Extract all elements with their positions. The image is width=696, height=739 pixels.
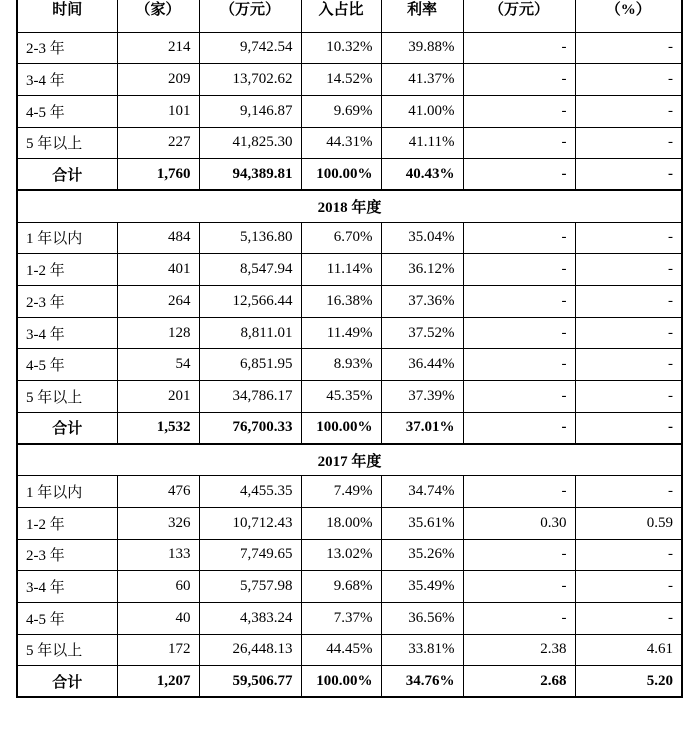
- cell-col6: -: [463, 32, 575, 64]
- cell-col6: -: [463, 127, 575, 159]
- cell-col6: -: [463, 286, 575, 318]
- cell-period: 2-3 年: [17, 539, 117, 571]
- header-amount: （万元）: [199, 0, 301, 32]
- cell-margin: 40.43%: [381, 159, 463, 191]
- cell-share: 7.49%: [301, 476, 381, 508]
- cell-col6: -: [463, 222, 575, 254]
- total-row: [17, 412, 682, 444]
- cell-col7: -: [575, 64, 682, 96]
- cell-margin: 37.01%: [381, 412, 463, 444]
- cell-amount: 5,757.98: [199, 571, 301, 603]
- cell-period: 3-4 年: [17, 571, 117, 603]
- cell-count: 401: [117, 254, 199, 286]
- cell-count: 201: [117, 381, 199, 413]
- year-heading-row: [17, 190, 682, 222]
- cell-col6: -: [463, 64, 575, 96]
- cell-col6: -: [463, 317, 575, 349]
- cell-col7: -: [575, 95, 682, 127]
- cell-count: 214: [117, 32, 199, 64]
- cell-amount: 26,448.13: [199, 634, 301, 666]
- cell-period: 1 年以内: [17, 476, 117, 508]
- cell-share: 44.45%: [301, 634, 381, 666]
- cell-count: 1,760: [117, 159, 199, 191]
- cell-share: 11.49%: [301, 317, 381, 349]
- cell-share: 13.02%: [301, 539, 381, 571]
- header-col7: （%）: [575, 0, 682, 32]
- cell-count: 1,532: [117, 412, 199, 444]
- cell-count: 227: [117, 127, 199, 159]
- cell-margin: 35.26%: [381, 539, 463, 571]
- cell-col6: 0.30: [463, 507, 575, 539]
- table-row: [17, 95, 682, 127]
- header-share: 入占比: [301, 0, 381, 32]
- cell-margin: 41.00%: [381, 95, 463, 127]
- cell-count: 172: [117, 634, 199, 666]
- cell-col7: -: [575, 571, 682, 603]
- cell-period: 合计: [17, 412, 117, 444]
- cell-count: 209: [117, 64, 199, 96]
- cell-count: 1,207: [117, 666, 199, 698]
- data-table-container: [16, 0, 681, 698]
- cell-period: 1 年以内: [17, 222, 117, 254]
- cell-count: 476: [117, 476, 199, 508]
- table-row: [17, 507, 682, 539]
- cell-count: 101: [117, 95, 199, 127]
- cell-period: 1-2 年: [17, 254, 117, 286]
- cell-period: 3-4 年: [17, 64, 117, 96]
- header-margin: 利率: [381, 0, 463, 32]
- cell-margin: 36.44%: [381, 349, 463, 381]
- cell-col6: -: [463, 159, 575, 191]
- cell-amount: 94,389.81: [199, 159, 301, 191]
- cell-col6: -: [463, 571, 575, 603]
- cell-amount: 8,811.01: [199, 317, 301, 349]
- cell-amount: 6,851.95: [199, 349, 301, 381]
- cell-col6: -: [463, 95, 575, 127]
- cell-amount: 7,749.65: [199, 539, 301, 571]
- cell-margin: 35.61%: [381, 507, 463, 539]
- cell-count: 133: [117, 539, 199, 571]
- cell-amount: 13,702.62: [199, 64, 301, 96]
- table-row: [17, 634, 682, 666]
- header-count: （家）: [117, 0, 199, 32]
- cell-col7: -: [575, 539, 682, 571]
- cell-col6: 2.38: [463, 634, 575, 666]
- cell-period: 合计: [17, 159, 117, 191]
- cell-count: 326: [117, 507, 199, 539]
- year-heading-row: [17, 444, 682, 476]
- cell-share: 44.31%: [301, 127, 381, 159]
- cell-share: 18.00%: [301, 507, 381, 539]
- cell-col6: -: [463, 381, 575, 413]
- cell-period: 4-5 年: [17, 349, 117, 381]
- cell-margin: 33.81%: [381, 634, 463, 666]
- cell-col7: -: [575, 127, 682, 159]
- table-row: [17, 127, 682, 159]
- cell-col6: -: [463, 412, 575, 444]
- cell-margin: 36.56%: [381, 602, 463, 634]
- cell-amount: 4,383.24: [199, 602, 301, 634]
- cell-amount: 34,786.17: [199, 381, 301, 413]
- cell-amount: 5,136.80: [199, 222, 301, 254]
- cell-share: 7.37%: [301, 602, 381, 634]
- cell-count: 264: [117, 286, 199, 318]
- cell-period: 5 年以上: [17, 381, 117, 413]
- table-header-row: [17, 0, 682, 32]
- cell-col6: -: [463, 349, 575, 381]
- cell-margin: 36.12%: [381, 254, 463, 286]
- cell-share: 100.00%: [301, 412, 381, 444]
- cell-col7: -: [575, 32, 682, 64]
- cell-col7: -: [575, 476, 682, 508]
- cell-share: 100.00%: [301, 666, 381, 698]
- total-row: [17, 666, 682, 698]
- cell-amount: 9,742.54: [199, 32, 301, 64]
- customer-tenure-table: [16, 0, 683, 698]
- cell-col7: -: [575, 317, 682, 349]
- cell-col7: -: [575, 286, 682, 318]
- cell-amount: 41,825.30: [199, 127, 301, 159]
- cell-period: 合计: [17, 666, 117, 698]
- table-row: [17, 317, 682, 349]
- cell-col7: 5.20: [575, 666, 682, 698]
- cell-amount: 59,506.77: [199, 666, 301, 698]
- cell-share: 10.32%: [301, 32, 381, 64]
- cell-amount: 8,547.94: [199, 254, 301, 286]
- year-heading-2017: 2017 年度: [17, 444, 682, 476]
- cell-col7: 0.59: [575, 507, 682, 539]
- cell-share: 45.35%: [301, 381, 381, 413]
- table-row: [17, 254, 682, 286]
- cell-share: 14.52%: [301, 64, 381, 96]
- cell-period: 5 年以上: [17, 127, 117, 159]
- cell-period: 3-4 年: [17, 317, 117, 349]
- cell-amount: 76,700.33: [199, 412, 301, 444]
- cell-col6: -: [463, 539, 575, 571]
- cell-margin: 41.11%: [381, 127, 463, 159]
- table-row: [17, 381, 682, 413]
- year-heading-2018: 2018 年度: [17, 190, 682, 222]
- table-row: [17, 64, 682, 96]
- cell-period: 4-5 年: [17, 602, 117, 634]
- cell-margin: 35.49%: [381, 571, 463, 603]
- cell-col6: -: [463, 476, 575, 508]
- cell-period: 4-5 年: [17, 95, 117, 127]
- cell-count: 54: [117, 349, 199, 381]
- cell-count: 128: [117, 317, 199, 349]
- cell-margin: 34.76%: [381, 666, 463, 698]
- table-row: [17, 571, 682, 603]
- cell-count: 484: [117, 222, 199, 254]
- cell-count: 40: [117, 602, 199, 634]
- cell-share: 11.14%: [301, 254, 381, 286]
- cell-share: 8.93%: [301, 349, 381, 381]
- cell-margin: 37.39%: [381, 381, 463, 413]
- table-row: [17, 349, 682, 381]
- table-row: [17, 222, 682, 254]
- cell-col7: -: [575, 349, 682, 381]
- cell-margin: 35.04%: [381, 222, 463, 254]
- cell-col7: -: [575, 412, 682, 444]
- total-row: [17, 159, 682, 191]
- cell-period: 5 年以上: [17, 634, 117, 666]
- cell-share: 6.70%: [301, 222, 381, 254]
- cell-col6: 2.68: [463, 666, 575, 698]
- cell-margin: 39.88%: [381, 32, 463, 64]
- cell-share: 9.69%: [301, 95, 381, 127]
- cell-margin: 37.36%: [381, 286, 463, 318]
- cell-margin: 34.74%: [381, 476, 463, 508]
- cell-col7: -: [575, 602, 682, 634]
- cell-col7: -: [575, 254, 682, 286]
- cell-share: 9.68%: [301, 571, 381, 603]
- cell-col6: -: [463, 254, 575, 286]
- table-row: [17, 602, 682, 634]
- cell-amount: 10,712.43: [199, 507, 301, 539]
- cell-share: 16.38%: [301, 286, 381, 318]
- cell-share: 100.00%: [301, 159, 381, 191]
- cell-period: 2-3 年: [17, 32, 117, 64]
- header-col6: （万元）: [463, 0, 575, 32]
- cell-col7: -: [575, 381, 682, 413]
- cell-col6: -: [463, 602, 575, 634]
- cell-period: 2-3 年: [17, 286, 117, 318]
- table-row: [17, 476, 682, 508]
- cell-amount: 12,566.44: [199, 286, 301, 318]
- table-row: [17, 539, 682, 571]
- cell-col7: 4.61: [575, 634, 682, 666]
- cell-period: 1-2 年: [17, 507, 117, 539]
- cell-count: 60: [117, 571, 199, 603]
- table-row: [17, 32, 682, 64]
- cell-margin: 37.52%: [381, 317, 463, 349]
- cell-amount: 9,146.87: [199, 95, 301, 127]
- header-period: 时间: [17, 0, 117, 32]
- cell-amount: 4,455.35: [199, 476, 301, 508]
- cell-col7: -: [575, 222, 682, 254]
- cell-margin: 41.37%: [381, 64, 463, 96]
- table-row: [17, 286, 682, 318]
- cell-col7: -: [575, 159, 682, 191]
